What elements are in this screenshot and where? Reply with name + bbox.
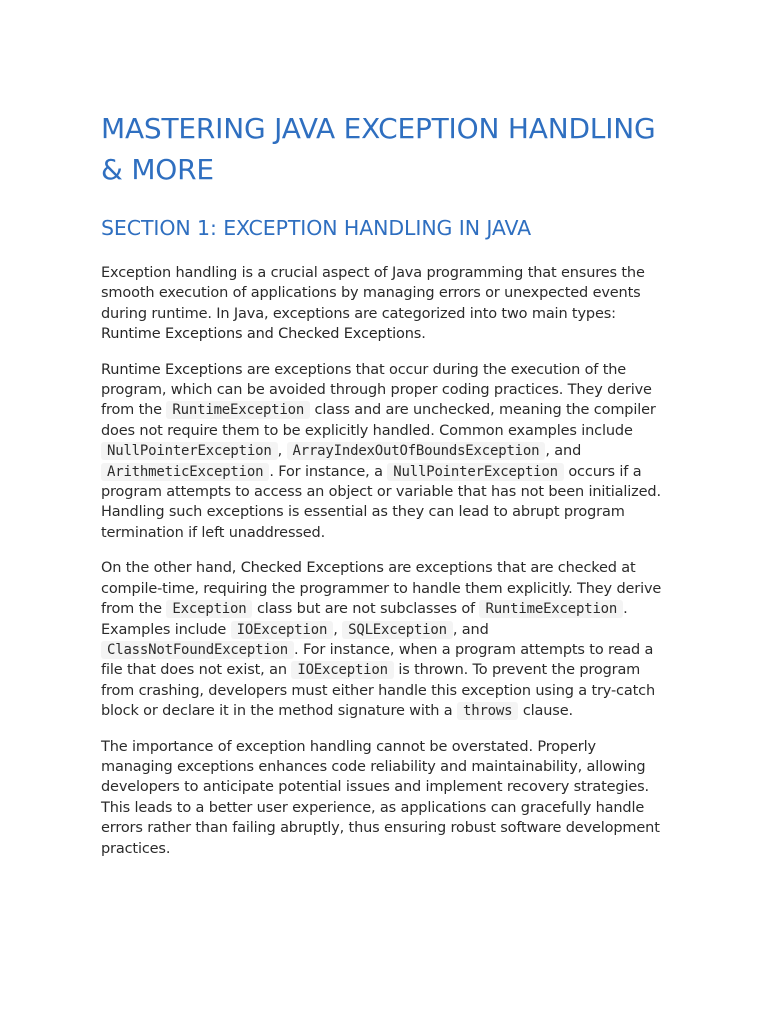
document-title: MASTERING JAVA EXCEPTION HANDLING & MORE [101,112,656,186]
text-span: . [421,326,426,343]
text-span: . For instance, when a program attempts to read a file that does not exist, an [101,641,654,679]
text-span: class but are not subclasses of [252,601,480,618]
text-span: , [333,621,343,638]
text-span: class and are unchecked, meaning the compiler does not require them to be explicitly handled. Common examples include [101,402,656,439]
code-throws: throws [457,702,518,720]
code-nullpointerexception: NullPointerException [101,442,278,460]
text-span: are exceptions that occur during the execution of the program, which can be avoided through proper coding practices. They derive from the [101,361,652,419]
paragraph-intro [101,263,671,345]
text-span: are exceptions that are checked at compile-time, requiring the programmer to handle them explicitly. They derive from the [101,560,662,618]
text-span: , [277,443,287,460]
text-span: , and [452,621,489,638]
term-checked-exceptions: Checked Exceptions [278,326,422,343]
text-span: is thrown. To prevent the program from crashing, developers must either handle this exception using a try-catch block or declare it in the method signature with a [101,662,656,720]
text-span: Exception handling is a crucial aspect of Java programming that ensures the smooth execution of applications by managing errors or unexpected events during runtime. In Java, exceptions are categorized into two main types: [101,265,645,322]
text-span: . For instance, a [269,463,388,480]
code-ioexception: IOException [231,621,334,639]
paragraph-checked-exceptions [101,558,671,721]
text-span: clause. [518,703,573,720]
code-arrayindexoutofboundsexception: ArrayIndexOutOfBoundsException [287,442,546,460]
code-runtimeexception: RuntimeException [479,600,623,618]
code-runtimeexception: RuntimeException [166,401,310,419]
term-runtime-exceptions: Runtime Exceptions [101,326,243,343]
text-span: , and [545,443,582,460]
paragraph-runtime-exceptions [101,360,671,544]
code-exception: Exception [166,600,252,618]
document-page [101,108,671,859]
text-span: occurs if a program attempts to access an object or variable that has not been initialized. Handling such exceptions is essential as they can lead to abrupt program termination if left unaddressed. [101,463,661,541]
text-span: On the other hand, [101,560,241,577]
text-span: and [242,326,279,343]
section-heading: SECTION 1: EXCEPTION HANDLING IN JAVA [101,216,532,240]
code-arithmeticexception: ArithmeticException [101,463,269,481]
code-nullpointerexception: NullPointerException [387,463,564,481]
code-classnotfoundexception: ClassNotFoundException [101,641,294,659]
text-span: . Examples include [101,601,628,638]
code-ioexception: IOException [291,661,394,679]
code-sqlexception: SQLException [342,621,453,639]
paragraph-importance: The importance of exception handling cannot be overstated. Properly managing exceptions enhances code reliability and maintainability, allowing developers to anticipate potential issues and implement recovery strategies. This leads to a better user experience, as applications can gracefully handle errors rather than failing abruptly, thus ensuring robust software development practices. [101,738,660,857]
term-checked-exceptions: Checked Exceptions [240,560,384,577]
term-runtime-exceptions: Runtime Exceptions [101,361,243,378]
